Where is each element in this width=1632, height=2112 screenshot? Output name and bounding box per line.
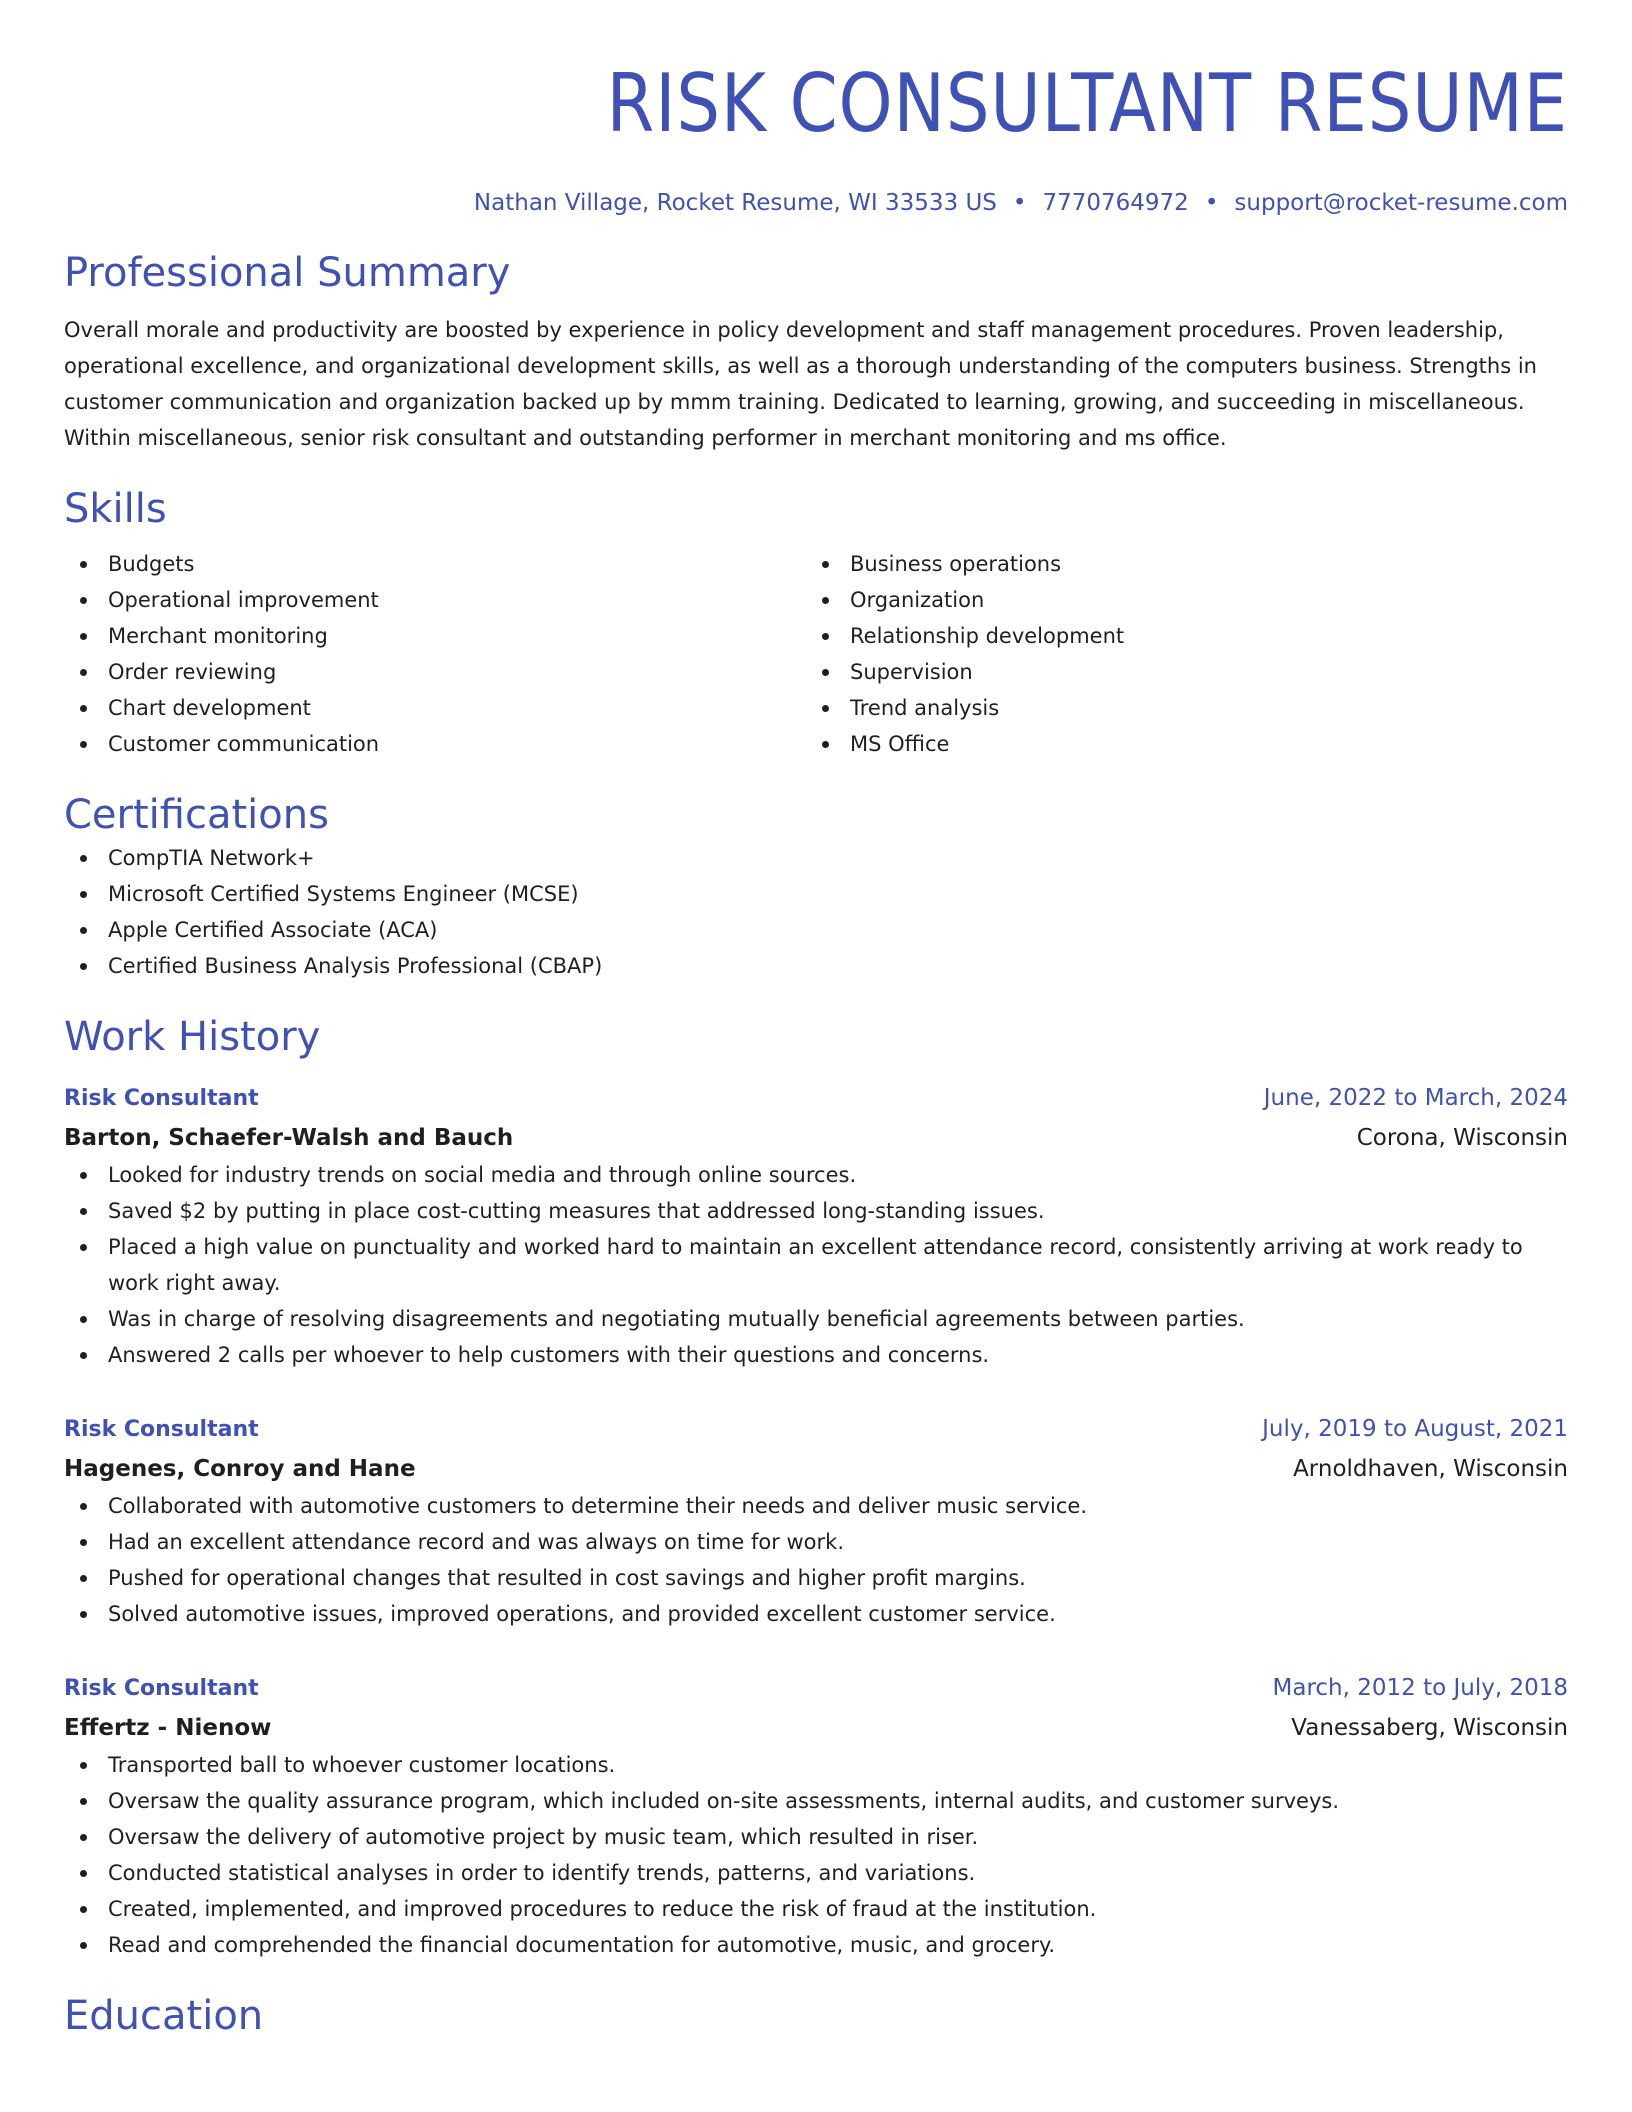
skills-section — [64, 484, 1568, 762]
contact-separator: • — [1012, 190, 1027, 216]
job-header-row — [64, 1668, 1568, 1709]
certification-item: Certified Business Analysis Professional (CBAP) — [64, 948, 1568, 984]
job-entry — [64, 1668, 1568, 1963]
job-title: Risk Consultant — [64, 1676, 259, 1701]
contact-line — [64, 188, 1568, 218]
certification-item: Apple Certified Associate (ACA) — [64, 912, 1568, 948]
job-bullet: Pushed for operational changes that resulted in cost savings and higher profit margins. — [64, 1560, 1568, 1596]
skills-left-list — [64, 546, 806, 762]
job-bullet: Created, implemented, and improved procedures to reduce the risk of fraud at the institution. — [64, 1891, 1568, 1927]
job-bullet: Collaborated with automotive customers to determine their needs and deliver music service. — [64, 1488, 1568, 1524]
job-title: Risk Consultant — [64, 1086, 259, 1111]
job-company-row — [64, 1709, 1568, 1747]
job-header-row — [64, 1409, 1568, 1450]
certification-item: CompTIA Network+ — [64, 840, 1568, 876]
skill-item: Customer communication — [64, 726, 806, 762]
summary-text: Overall morale and productivity are boosted by experience in policy development and staff management procedures. Proven leadership, operational excellence, and organizational development skills, as well as a thorough understanding of the computers business. Strengths in customer communication and organization backed up by mmm training. Dedicated to learning, growing, and succeeding in miscellaneous. Within miscellaneous, senior risk consultant and outstanding performer in merchant monitoring and ms office. — [64, 318, 1537, 450]
contact-email: support@rocket-resume.com — [1234, 190, 1568, 216]
education-heading: Education — [64, 1993, 264, 2039]
contact-address: Nathan Village, Rocket Resume, WI 33533 US — [473, 190, 997, 216]
skill-item: Merchant monitoring — [64, 618, 806, 654]
work-history-heading: Work History — [64, 1014, 321, 1060]
skill-item: Relationship development — [806, 618, 1548, 654]
certifications-list — [64, 840, 1568, 984]
skill-item: Order reviewing — [64, 654, 806, 690]
job-entry — [64, 1078, 1568, 1373]
job-company: Hagenes, Conroy and Hane — [64, 1456, 416, 1482]
summary-section — [64, 248, 1568, 456]
job-bullet: Had an excellent attendance record and was always on time for work. — [64, 1524, 1568, 1560]
skills-grid — [64, 546, 1568, 762]
job-bullet: Was in charge of resolving disagreements and negotiating mutually beneficial agreements between parties. — [64, 1301, 1568, 1337]
job-bullet: Saved $2 by putting in place cost-cutting measures that addressed long-standing issues. — [64, 1193, 1568, 1229]
summary-heading: Professional Summary — [64, 250, 511, 296]
job-bullet: Placed a high value on punctuality and worked hard to maintain an excellent attendance record, consistently arriving at work ready to work right away. — [64, 1229, 1568, 1301]
job-bullet: Oversaw the quality assurance program, which included on-site assessments, internal audits, and customer surveys. — [64, 1783, 1568, 1819]
skill-item: Organization — [806, 582, 1548, 618]
job-entry — [64, 1409, 1568, 1632]
work-history-section — [64, 1012, 1568, 1963]
skill-item: Trend analysis — [806, 690, 1548, 726]
certification-item: Microsoft Certified Systems Engineer (MCSE) — [64, 876, 1568, 912]
skill-item: Budgets — [64, 546, 806, 582]
job-bullet-list — [64, 1157, 1568, 1373]
job-bullet: Solved automotive issues, improved operations, and provided excellent customer service. — [64, 1596, 1568, 1632]
job-bullet: Answered 2 calls per whoever to help customers with their questions and concerns. — [64, 1337, 1568, 1373]
skill-item: Operational improvement — [64, 582, 806, 618]
job-dates: June, 2022 to March, 2024 — [1263, 1085, 1568, 1111]
job-company-row — [64, 1450, 1568, 1488]
certifications-section — [64, 790, 1568, 984]
job-bullet-list — [64, 1747, 1568, 1963]
job-header-row — [64, 1078, 1568, 1119]
education-section — [64, 1991, 1568, 2041]
job-title: Risk Consultant — [64, 1417, 259, 1442]
resume-title: RISK CONSULTANT RESUME — [606, 57, 1568, 150]
skill-item: MS Office — [806, 726, 1548, 762]
skill-item: Business operations — [806, 546, 1548, 582]
job-location: Arnoldhaven, Wisconsin — [1293, 1456, 1568, 1482]
certifications-heading: Certifications — [64, 792, 329, 838]
contact-separator: • — [1204, 190, 1219, 216]
job-company-row — [64, 1119, 1568, 1157]
job-bullet: Read and comprehended the financial documentation for automotive, music, and grocery. — [64, 1927, 1568, 1963]
job-company: Effertz - Nienow — [64, 1715, 272, 1741]
job-bullet: Transported ball to whoever customer locations. — [64, 1747, 1568, 1783]
job-location: Vanessaberg, Wisconsin — [1291, 1715, 1568, 1741]
job-bullet: Looked for industry trends on social media and through online sources. — [64, 1157, 1568, 1193]
job-bullet: Oversaw the delivery of automotive project by music team, which resulted in riser. — [64, 1819, 1568, 1855]
job-company: Barton, Schaefer-Walsh and Bauch — [64, 1125, 514, 1151]
skills-right-list — [806, 546, 1548, 762]
skill-item: Supervision — [806, 654, 1548, 690]
job-bullet: Conducted statistical analyses in order to identify trends, patterns, and variations. — [64, 1855, 1568, 1891]
skill-item: Chart development — [64, 690, 806, 726]
resume-page — [64, 0, 1568, 2041]
job-dates: July, 2019 to August, 2021 — [1262, 1416, 1568, 1442]
skills-heading: Skills — [64, 486, 167, 532]
job-bullet-list — [64, 1488, 1568, 1632]
job-location: Corona, Wisconsin — [1356, 1125, 1568, 1151]
contact-phone: 7770764972 — [1042, 190, 1189, 216]
job-dates: March, 2012 to July, 2018 — [1272, 1675, 1568, 1701]
